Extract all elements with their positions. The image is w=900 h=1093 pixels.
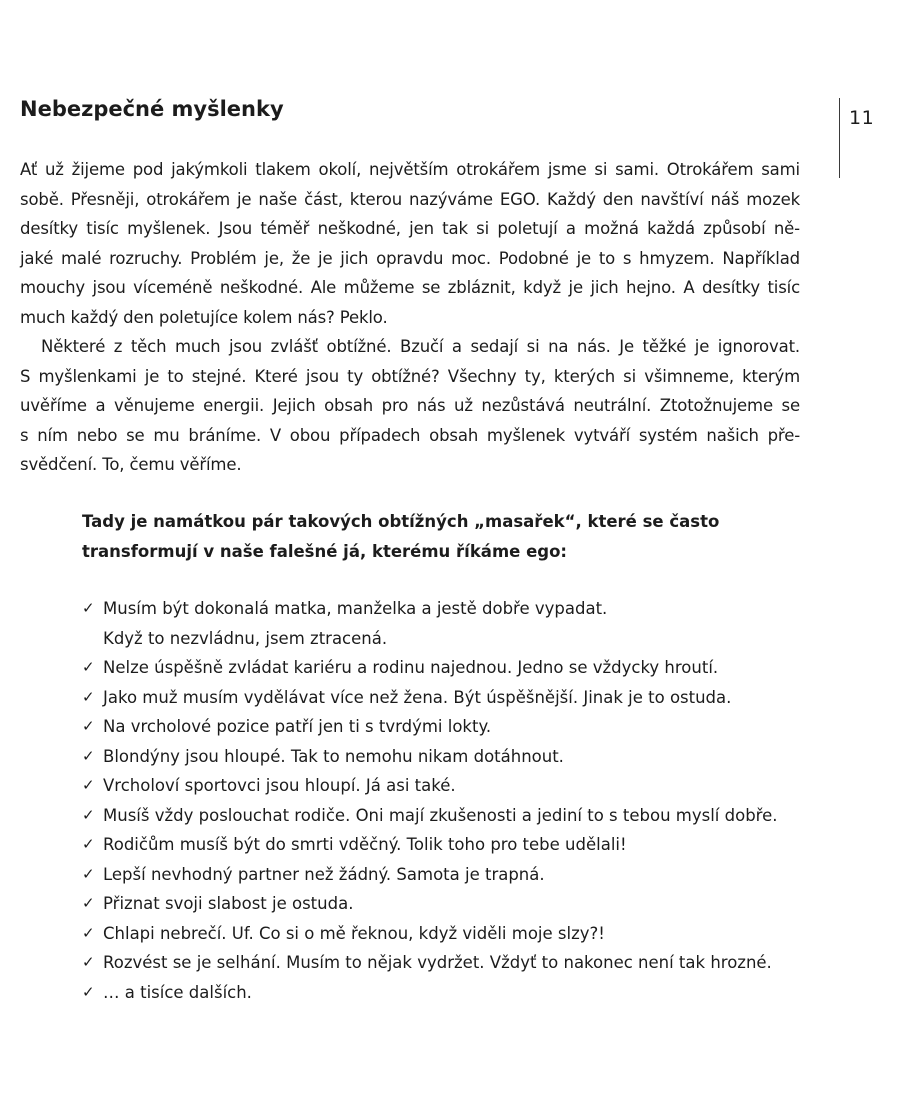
- paragraph-line: Ať už žijeme pod jakýmkoli tlakem okolí, největším otrokářem jsme si sami. Otrokářem sami: [20, 160, 800, 179]
- list-item: [82, 653, 822, 683]
- list-intro: [82, 507, 802, 567]
- list-item-text: Chlapi nebrečí. Uf. Co si o mě řeknou, když viděli moje slzy?!: [103, 923, 605, 943]
- list-item-continuation: Když to nezvládnu, jsem ztracená.: [103, 628, 388, 648]
- list-item-text: Rozvést se je selhání. Musím to nějak vydržet. Vždyť to nakonec není tak hrozné.: [103, 953, 772, 972]
- paragraph-line: jaké malé rozruchy. Problém je, že je jich opravdu moc. Podobné je to s hmyzem. Například: [20, 248, 800, 268]
- list-item-text: Musím být dokonalá matka, manželka a jestě dobře vypadat.: [103, 599, 608, 618]
- intro-line: transformují v naše falešné já, kterému říkáme ego:: [82, 542, 568, 561]
- paragraph-2: [20, 332, 800, 480]
- list-item: [82, 830, 822, 860]
- check-icon: ✓: [82, 687, 95, 706]
- paragraph-line: Některé z těch much jsou zvlášť obtížné. Bzučí a sedají si na nás. Je těžké je ignorovat.: [41, 337, 800, 356]
- list-item-text: Musíš vždy poslouchat rodiče. Oni mají zkušenosti a jediní to s tebou myslí dobře.: [103, 805, 778, 825]
- paragraph-line: S myšlenkami je to stejné. Které jsou ty obtížné? Všechny ty, kterých si všimneme, kterým: [20, 366, 800, 386]
- page-number: 11: [849, 107, 875, 129]
- check-icon: ✓: [82, 658, 95, 676]
- section-heading: Nebezpečné myšlenky: [20, 97, 284, 121]
- list-item: [82, 889, 822, 919]
- list-item: [82, 948, 822, 978]
- body-text: [20, 155, 800, 480]
- paragraph-line: svědčení. To, čemu věříme.: [20, 455, 242, 474]
- list-item: [82, 978, 822, 1008]
- list-item-text: Na vrcholové pozice patří jen ti s tvrdými lokty.: [103, 717, 492, 736]
- list-item: [82, 771, 822, 801]
- list-item: [82, 801, 822, 831]
- check-icon: ✓: [82, 805, 95, 824]
- paragraph-line: sobě. Přesněji, otrokářem je naše část, kterou nazýváme EGO. Každý den navštíví náš mozek: [20, 189, 800, 209]
- paragraph-line: desítky tisíc myšlenek. Jsou téměř neškodné, jen tak si poletují a možná každá způsobí ně-: [20, 219, 800, 238]
- paragraph-line: mouchy jsou víceméně neškodné. Ale můžeme se zbláznit, když je jich hejno. A desítky tisíc: [20, 278, 800, 297]
- list-item: [82, 919, 822, 949]
- paragraph-line: s ním nebo se mu bráníme. V obou případech obsah myšlenek vytváří systém našich pře-: [20, 425, 800, 445]
- list-item-text: Přiznat svoji slabost je ostuda.: [103, 894, 354, 913]
- list-item-text: … a tisíce dalších.: [103, 982, 252, 1002]
- list-item-text: Vrcholoví sportovci jsou hloupí. Já asi také.: [103, 776, 456, 795]
- list-item: [82, 742, 822, 772]
- list-item-text: Lepší nevhodný partner než žádný. Samota je trapná.: [103, 864, 545, 884]
- check-icon: ✓: [82, 894, 95, 912]
- list-item-text: Nelze úspěšně zvládat kariéru a rodinu najednou. Jedno se vždycky hroutí.: [103, 658, 719, 677]
- check-icon: ✓: [82, 599, 95, 617]
- check-icon: ✓: [82, 776, 95, 794]
- check-icon: ✓: [82, 746, 95, 765]
- list-item-text: Blondýny jsou hloupé. Tak to nemohu nikam dotáhnout.: [103, 746, 564, 766]
- list-item-text: Rodičům musíš být do smrti vděčný. Tolik toho pro tebe udělali!: [103, 835, 627, 854]
- list-item: [82, 712, 822, 742]
- check-icon: ✓: [82, 864, 95, 883]
- check-icon: ✓: [82, 953, 95, 971]
- belief-checklist: [82, 594, 822, 1007]
- list-item: [82, 594, 822, 653]
- paragraph-1: [20, 155, 800, 332]
- check-icon: ✓: [82, 982, 95, 1001]
- check-icon: ✓: [82, 923, 95, 942]
- list-item: [82, 860, 822, 890]
- list-item: [82, 683, 822, 713]
- list-item-text: Jako muž musím vydělávat více než žena. Být úspěšnější. Jinak je to ostuda.: [103, 687, 732, 707]
- paragraph-line: uvěříme a věnujeme energii. Jejich obsah pro nás už nezůstává neutrální. Ztotožnujeme se: [20, 396, 800, 415]
- intro-line: Tady je namátkou pár takových obtížných „masařek“, které se často: [82, 512, 720, 531]
- margin-rule: [839, 98, 840, 178]
- paragraph-line: much každý den poletujíce kolem nás? Peklo.: [20, 307, 388, 327]
- check-icon: ✓: [82, 717, 95, 735]
- check-icon: ✓: [82, 835, 95, 853]
